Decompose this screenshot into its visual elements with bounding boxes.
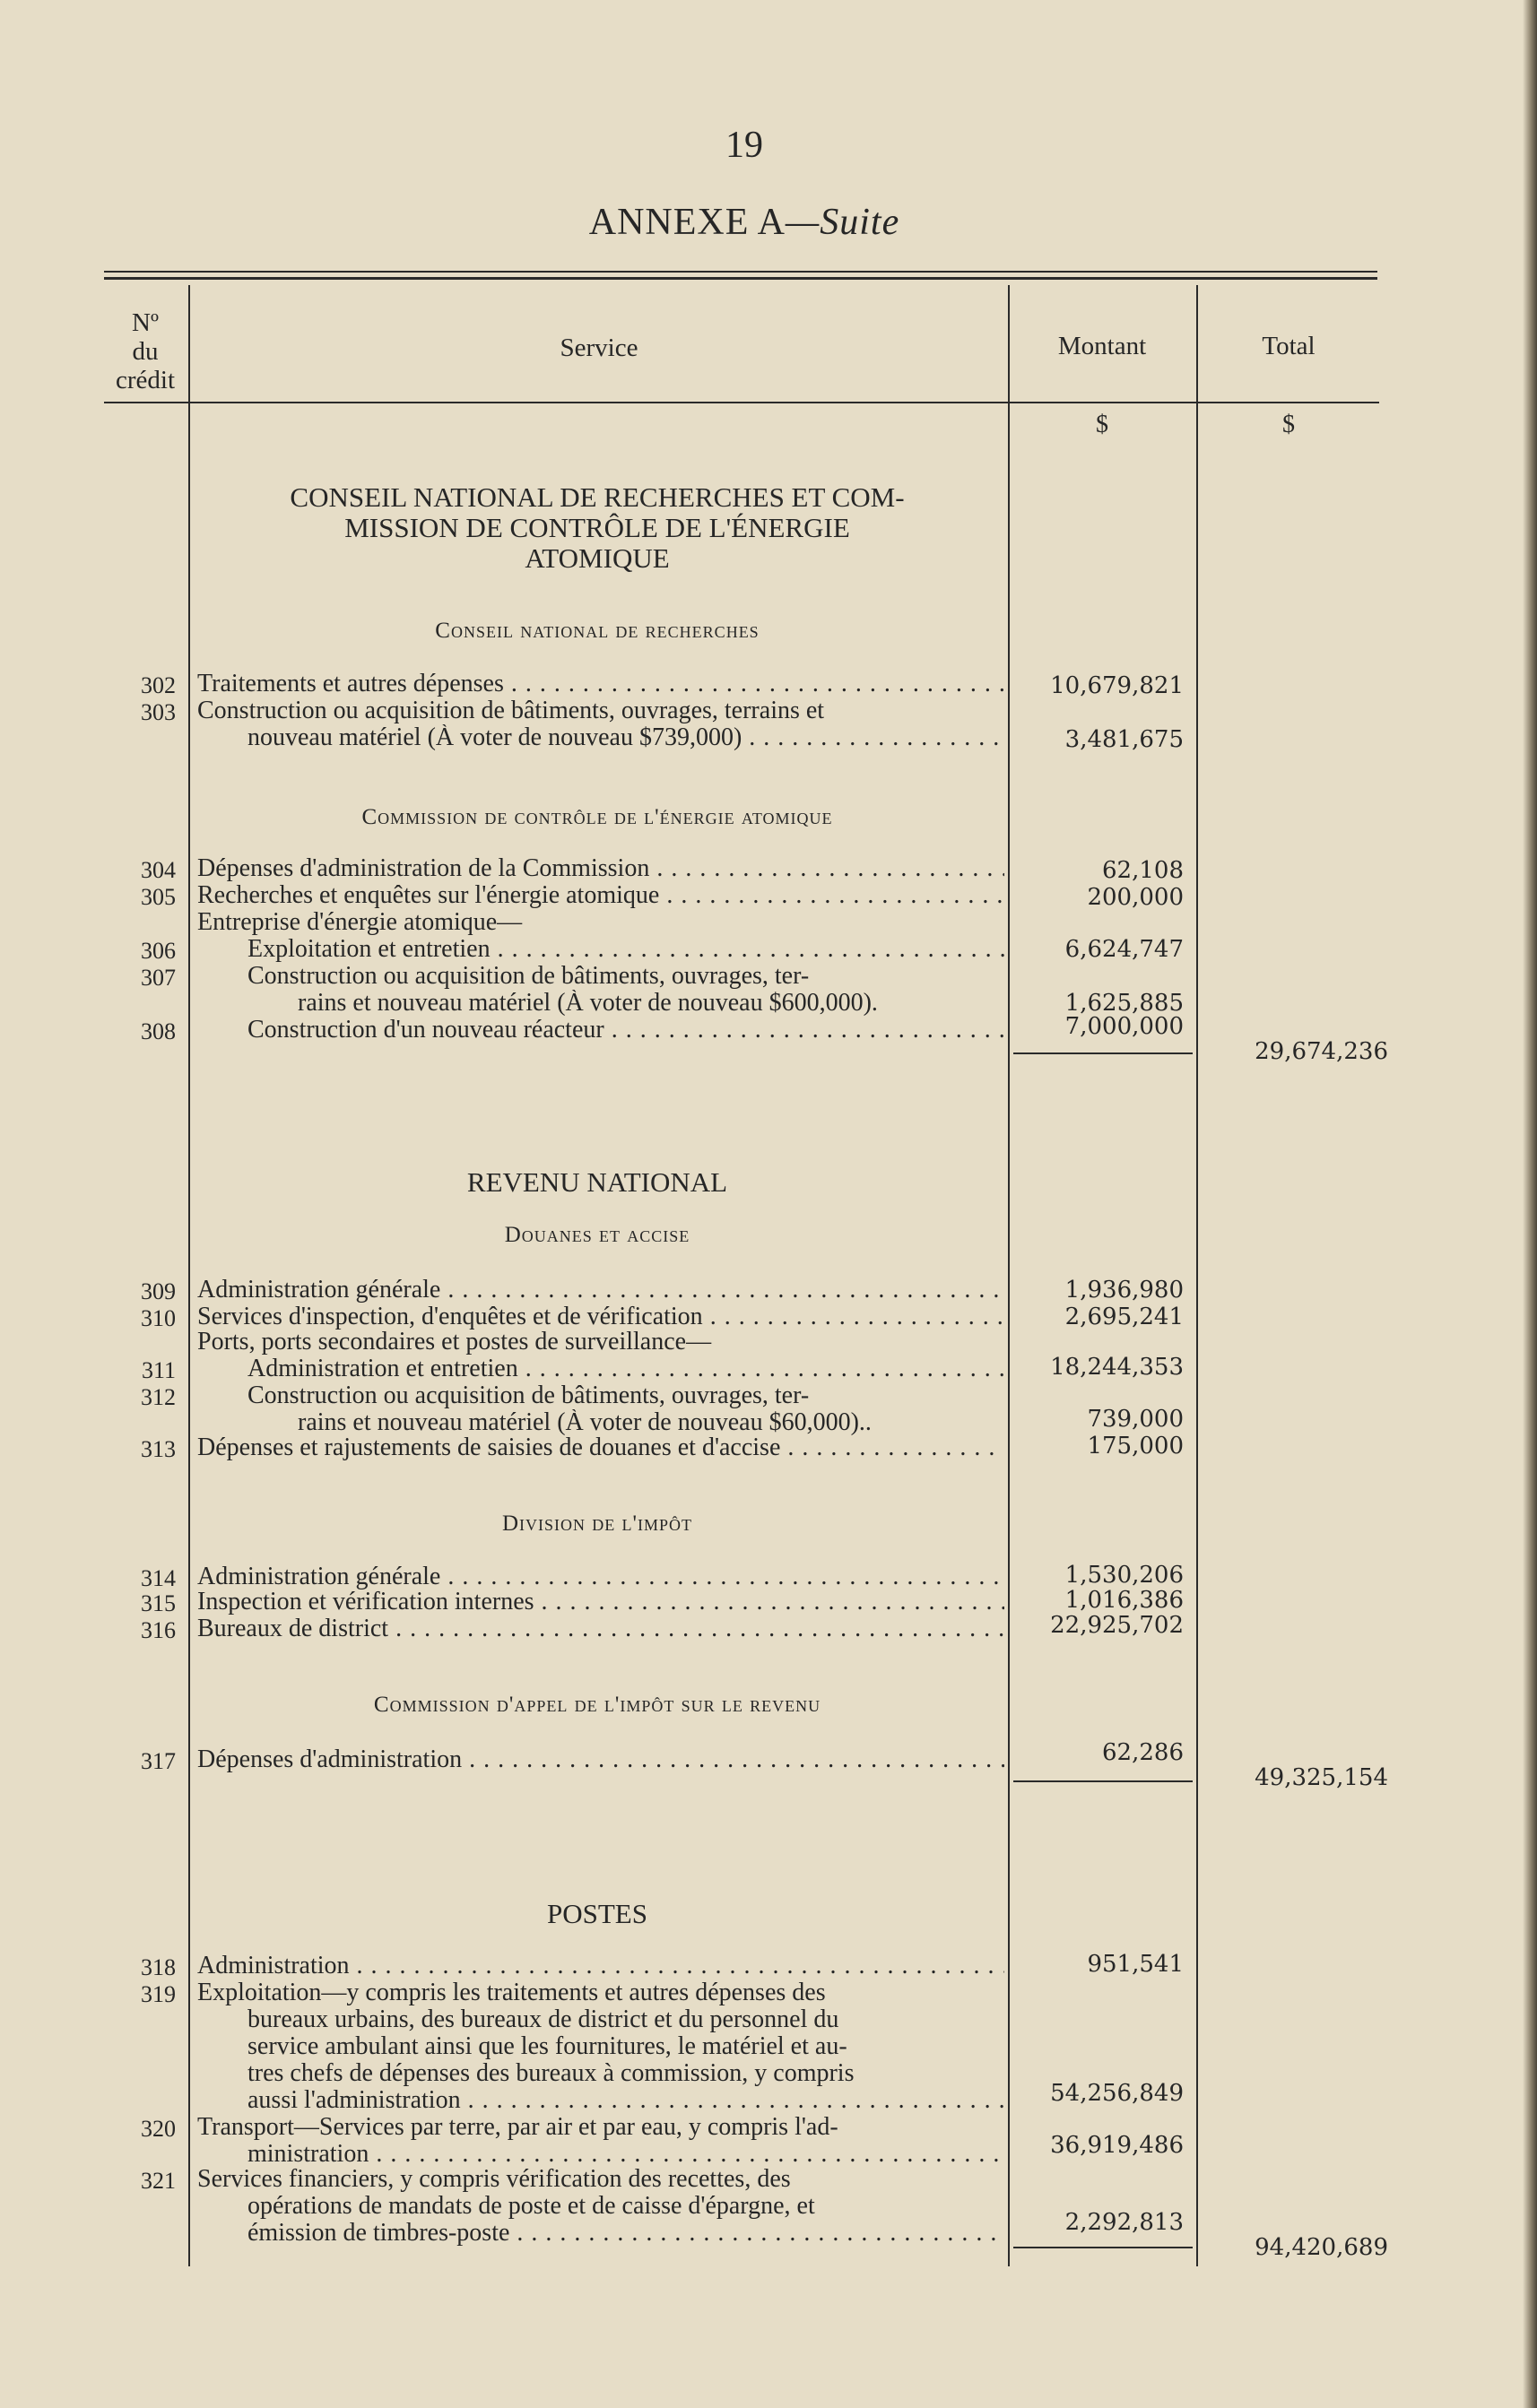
item-amount: 22,925,702 (1050, 1612, 1184, 1639)
item-description: Inspection et vérification internes . . . (197, 1589, 1004, 1615)
section-title-cnr (194, 482, 1001, 574)
item-description: Dépenses d'administration . . . (197, 1746, 1004, 1773)
subtotal-rule (1013, 1780, 1193, 1782)
credit-number: 312 (141, 1384, 176, 1410)
header-service: Service (560, 333, 638, 362)
item-amount: 200,000 (1087, 884, 1184, 911)
item-description-cont: aussi l'administration . . . (247, 2087, 1004, 2114)
credit-number: 303 (141, 699, 176, 725)
item-description-cont: rains et nouveau matériel (À voter de nouveau $600,000). (298, 990, 878, 1017)
montant-currency: $ (1096, 411, 1108, 438)
subtotal-rule (1013, 2247, 1193, 2248)
credit-number: 319 (141, 1981, 176, 2007)
section-total-revenu: 49,325,154 (1255, 1764, 1388, 1791)
credit-number: 314 (141, 1565, 176, 1591)
column-rule-montant (1196, 285, 1198, 2266)
credit-number: 308 (141, 1018, 176, 1044)
item-description: Administration et entretien . . . (247, 1356, 1004, 1382)
section-title-postes: POSTES (547, 1898, 647, 1929)
item-amount: 7,000,000 (1064, 1013, 1184, 1040)
subsection-aecb: Commission de contrôle de l'énergie atomique (361, 805, 833, 829)
item-amount: 10,679,821 (1050, 672, 1184, 699)
credit-number: 321 (141, 2168, 176, 2194)
credit-number: 302 (141, 672, 176, 698)
item-amount: 36,919,486 (1050, 2132, 1184, 2159)
item-description-cont: nouveau matériel (À voter de nouveau $739,000) . . . (247, 724, 1004, 751)
item-description: Administration générale . . . (197, 1563, 1004, 1590)
credit-number: 307 (141, 965, 176, 991)
section-title-cnr-line3: ATOMIQUE (525, 542, 670, 574)
item-amount: 3,481,675 (1064, 726, 1184, 753)
section-title-cnr-line1: CONSEIL NATIONAL DE RECHERCHES ET COM- (290, 481, 905, 513)
item-amount: 175,000 (1087, 1433, 1184, 1460)
section-title-revenu: REVENU NATIONAL (466, 1166, 728, 1198)
item-description: Services d'inspection, d'enquêtes et de vérification . . . (197, 1304, 1004, 1330)
credit-number: 310 (141, 1305, 176, 1331)
item-description: Dépenses d'administration de la Commission . . . (197, 855, 1004, 882)
item-group-heading: Entreprise d'énergie atomique— (197, 909, 523, 936)
subtotal-rule (1013, 1052, 1193, 1054)
item-amount: 1,936,980 (1064, 1277, 1184, 1304)
credit-number: 306 (141, 938, 176, 964)
item-description-cont: rains et nouveau matériel (À voter de nouveau $60,000).. (298, 1409, 872, 1436)
header-credit-no-line2: du (132, 337, 159, 366)
item-description-cont: ministration . . . (247, 2141, 1004, 2168)
subsection-impot: Division de l'impôt (501, 1511, 693, 1536)
item-group-heading: Ports, ports secondaires et postes de surveillance— (197, 1329, 712, 1356)
page-number: 19 (725, 125, 763, 166)
header-credit-no-line1: Nº (132, 308, 159, 337)
item-description: Construction ou acquisition de bâtiments, ouvrages, terrains et (197, 697, 825, 724)
item-amount: 1,625,885 (1064, 990, 1184, 1017)
column-rule-service (1008, 285, 1010, 2266)
header-underline (104, 402, 1379, 403)
page-edge-shadow (1523, 0, 1537, 2408)
subsection-cnr: Conseil national de recherches (435, 619, 760, 643)
header-total: Total (1262, 332, 1316, 360)
item-description: Transport—Services par terre, par air et par eau, y compris l'ad- (197, 2114, 838, 2141)
credit-number: 305 (141, 884, 176, 910)
item-amount: 54,256,849 (1050, 2080, 1184, 2107)
credit-number: 304 (141, 857, 176, 883)
item-amount: 2,292,813 (1064, 2209, 1184, 2236)
item-description: Administration . . . (197, 1953, 1004, 1979)
credit-number: 318 (141, 1954, 176, 1980)
credit-number: 316 (141, 1617, 176, 1643)
item-amount: 951,541 (1087, 1951, 1184, 1978)
column-rule-number (188, 285, 190, 2266)
item-description: Exploitation et entretien . . . (247, 936, 1004, 963)
item-description: Bureaux de district . . . (197, 1615, 1004, 1642)
credit-number: 313 (141, 1436, 176, 1462)
item-description-cont: opérations de mandats de poste et de caisse d'épargne, et (247, 2193, 815, 2220)
item-description: Construction d'un nouveau réacteur . . . (247, 1017, 1004, 1044)
item-description: Recherches et enquêtes sur l'énergie atomique . . . (197, 882, 1004, 909)
section-title-cnr-line2: MISSION DE CONTRÔLE DE L'ÉNERGIE (344, 512, 850, 543)
top-rule-thin (104, 271, 1377, 273)
item-amount: 18,244,353 (1050, 1354, 1184, 1381)
item-description-cont: tres chefs de dépenses des bureaux à commission, y compris (247, 2060, 855, 2087)
item-description: Exploitation—y compris les traitements et autres dépenses des (197, 1979, 826, 2006)
header-credit-no-line3: crédit (115, 366, 175, 394)
item-amount: 1,016,386 (1064, 1587, 1184, 1614)
item-amount: 739,000 (1087, 1406, 1184, 1433)
item-description: Traitements et autres dépenses . . . (197, 671, 1004, 697)
item-description: Administration générale . . . (197, 1277, 1004, 1304)
item-amount: 62,286 (1102, 1739, 1184, 1766)
item-description-cont: émission de timbres-poste . . . (247, 2220, 1004, 2247)
credit-number: 309 (141, 1278, 176, 1304)
subsection-douanes: Douanes et accise (504, 1223, 690, 1247)
page-title-suite: —Suite (785, 202, 900, 243)
credit-number: 311 (141, 1357, 176, 1383)
total-currency: $ (1282, 411, 1295, 438)
section-total-cnr: 29,674,236 (1255, 1038, 1388, 1065)
header-montant: Montant (1057, 332, 1147, 360)
page-title-main: ANNEXE A (588, 202, 786, 243)
item-amount: 6,624,747 (1064, 936, 1184, 963)
top-rule-thick (104, 277, 1377, 280)
item-description: Construction ou acquisition de bâtiments, ouvrages, ter- (247, 1382, 810, 1409)
header-credit-number (104, 308, 187, 394)
item-amount: 62,108 (1102, 857, 1184, 884)
item-amount: 1,530,206 (1064, 1562, 1184, 1589)
item-description: Dépenses et rajustements de saisies de douanes et d'accise . . . (197, 1434, 1004, 1461)
credit-number: 320 (141, 2116, 176, 2142)
credit-number: 317 (141, 1748, 176, 1774)
item-description-cont: bureaux urbains, des bureaux de district et du personnel du (247, 2006, 839, 2033)
item-amount: 2,695,241 (1064, 1304, 1184, 1330)
item-description: Services financiers, y compris vérification des recettes, des (197, 2166, 791, 2193)
section-total-postes: 94,420,689 (1255, 2234, 1388, 2261)
item-description-cont: service ambulant ainsi que les fournitures, le matériel et au- (247, 2033, 847, 2060)
subsection-appel: Commission d'appel de l'impôt sur le revenu (373, 1693, 821, 1717)
item-description: Construction ou acquisition de bâtiments, ouvrages, ter- (247, 963, 810, 990)
page-title (0, 201, 1489, 244)
credit-number: 315 (141, 1590, 176, 1616)
